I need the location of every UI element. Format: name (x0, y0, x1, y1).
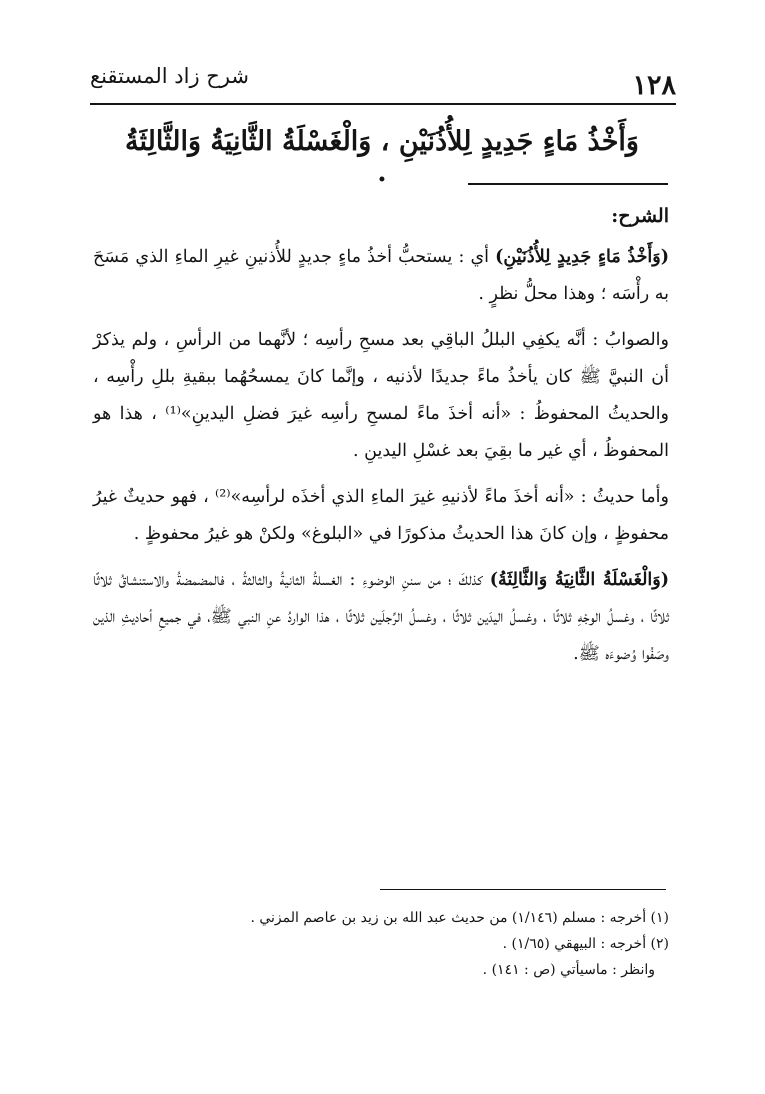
paragraph (93, 322, 669, 470)
commentary-body (93, 198, 669, 682)
paragraph (93, 479, 669, 553)
header-rule (90, 103, 676, 105)
paragraph (93, 239, 669, 313)
matn-divider (468, 183, 668, 185)
paragraph (93, 562, 669, 673)
section-label: الشرح: (611, 205, 669, 227)
paragraph-quote: (وَأَخْذُ مَاءٍ جَدِيدٍ لِلأُذُنَيْنِ) (495, 247, 669, 267)
running-title: شرح زاد المستقنع (90, 64, 249, 88)
footnote-divider (380, 889, 666, 890)
footnote-continuation: وانظر : ماسيأتي (ص : ١٤١) . (482, 962, 655, 978)
paragraph-quote: (وَالْغَسْلَةُ الثَّانِيَةُ وَالثَّالِثَةُ) (489, 570, 669, 590)
page-header (90, 58, 676, 102)
paragraph-text: والصوابُ : أنَّه يكفِي البللُ الباقِي بعد مسحِ رأسِه ؛ لأنَّهما من الرأسِ ، ولم يذكرْ أن النبيَّ ﷺ كان يأخذُ ماءً جديدًا لأذنيه ، وإنَّما كانَ يمسحُهُما ببقيةِ بللِ رأْسِه ، والحديثُ المحفوظُ : «أنه أخذَ ماءً لمسحِ رأسِه غيرَ فضلِ اليدينِ»⁽¹⁾ ، هذا هو المحفوظُ ، أي غير ما بقِيَ بعد غسْلِ اليدينِ . (93, 330, 670, 461)
paragraph-text: وأما حديثُ : «أنه أخذَ ماءً لأذنيهِ غيرَ الماءِ الذي أخذَه لرأسِه»⁽²⁾ ، فهو حديثٌ غيرُ محفوظٍ ، وإن كانَ هذا الحديثُ مذكورًا في «البلوغ» ولكنْ هو غيرُ محفوظٍ . (93, 487, 669, 544)
footnote: (١) أخرجه : مسلم (١/١٤٦) من حديث عبد الله بن زيد بن عاصم المزني . (250, 910, 669, 926)
footnote: (٢) أخرجه : البيهقي (١/٦٥) . (502, 936, 669, 952)
paragraph-text: أي : يستحبُّ أخذُ ماءٍ جديدٍ للأُذنينِ غيرِ الماءِ الذي مَسَحَ به رأْسَه ؛ وهذا محلُّ نظرٍ . (93, 247, 669, 304)
footnotes (93, 905, 669, 983)
page-number: ١٢٨ (632, 70, 676, 101)
paragraph-text: كذلكَ ؛ من سننِ الوضوءِ : الغسلةُ الثانيةُ والثالثةُ ، فالمضمضةُ والاستنشاقُ ثلاثًا ثلاثًا ، وغسلُ الوجْهِ ثلاثًا ، وغسلُ اليدَين ثلاثًا ، وغسلُ الرِّجلَين ثلاثًا ، هذا الواردُ عنِ النبي ﷺ، في جميعِ أحاديثِ الذين وصَفُوا وُضوءَه ﷺ. (93, 570, 669, 664)
matn-text: وَأَخْذُ مَاءٍ جَدِيدٍ لِلأُذُنَيْنِ ، وَالْغَسْلَةُ الثَّانِيَةُ وَالثَّالِثَةُ . (125, 126, 639, 188)
